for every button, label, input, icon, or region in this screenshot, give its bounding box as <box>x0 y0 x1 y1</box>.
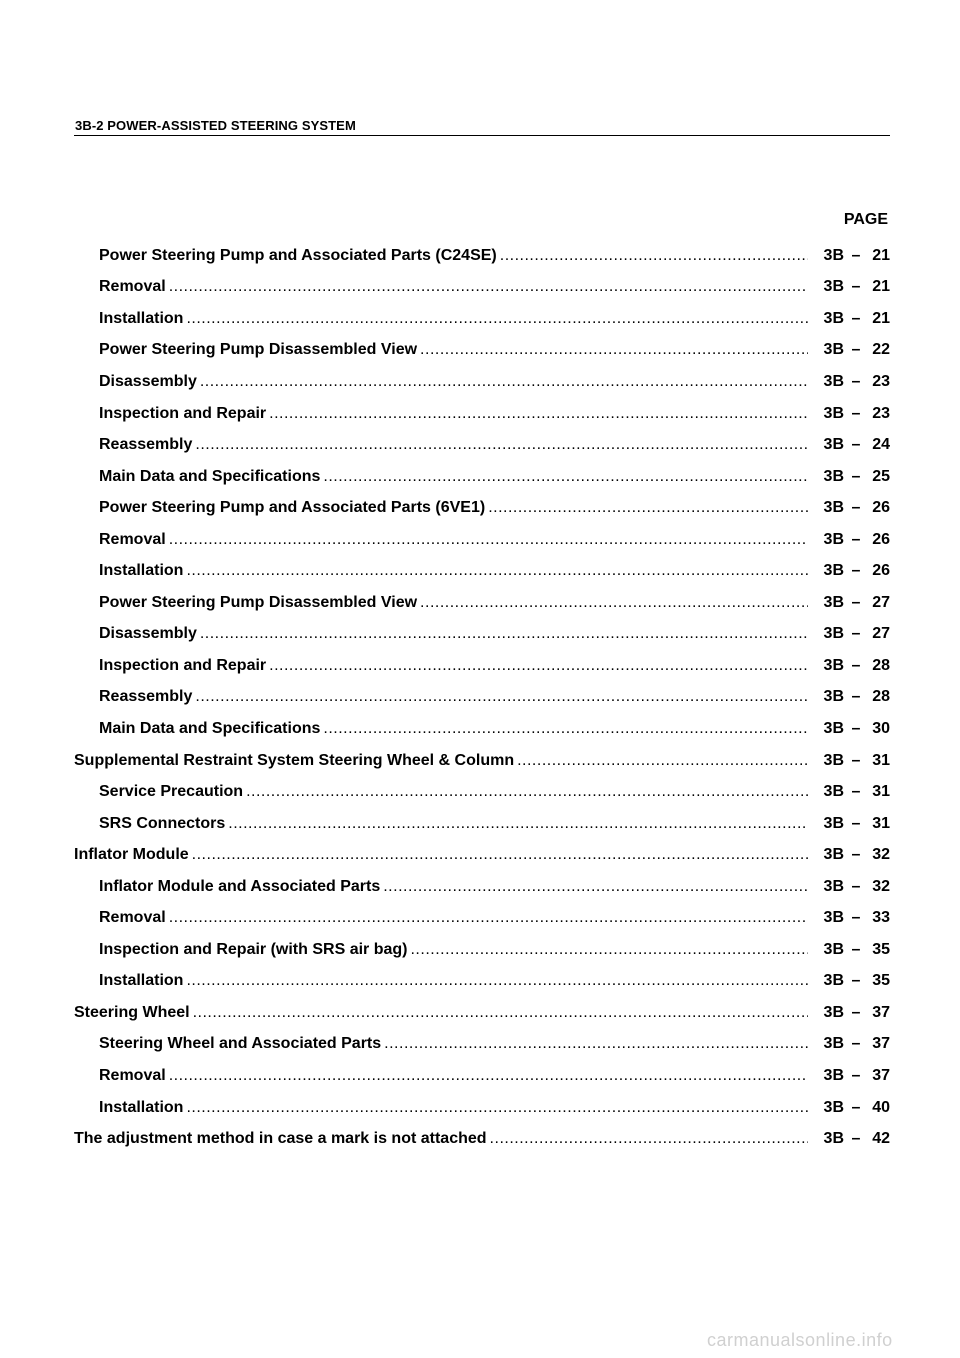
toc-entry-title: Installation <box>99 309 184 327</box>
toc-entry-page-ref <box>808 878 890 896</box>
toc-entry-title: Installation <box>99 562 184 580</box>
toc-entry-title: Service Precaution <box>99 783 244 801</box>
section-prefix: 3B <box>823 1003 844 1021</box>
page-ref-dash: – <box>851 877 861 895</box>
toc-entry-page-ref <box>808 310 890 328</box>
page-ref-dash: – <box>851 909 861 927</box>
section-prefix: 3B <box>823 940 844 958</box>
dot-leader <box>488 499 808 517</box>
toc-entry[interactable] <box>74 1060 890 1092</box>
section-prefix: 3B <box>823 1066 844 1084</box>
toc-entry[interactable] <box>74 682 890 714</box>
page-number: 31 <box>872 814 890 832</box>
page-number: 32 <box>872 877 890 895</box>
toc-entry[interactable] <box>74 303 890 335</box>
page-ref-dash: – <box>851 1035 861 1053</box>
toc-entry-page-ref <box>808 247 890 265</box>
toc-entry-lead <box>74 941 808 959</box>
page-ref-dash: – <box>851 814 861 832</box>
toc-entry-title: Disassembly <box>99 372 197 390</box>
toc-entry-page-ref <box>808 278 890 296</box>
toc-entry[interactable] <box>74 713 890 745</box>
toc-entry-page-ref <box>808 373 890 391</box>
section-prefix: 3B <box>823 909 844 927</box>
toc-entry[interactable] <box>74 808 890 840</box>
dot-leader <box>200 373 808 391</box>
page-ref-dash: – <box>851 562 861 580</box>
toc-entry-lead <box>74 815 808 833</box>
section-prefix: 3B <box>823 783 844 801</box>
toc-entry-lead <box>74 909 808 927</box>
toc-entry[interactable] <box>74 619 890 651</box>
toc-entry-title: Disassembly <box>99 625 197 643</box>
page-ref-dash: – <box>851 404 861 422</box>
toc-entry-page-ref <box>808 752 890 770</box>
toc-entry-page-ref <box>808 1004 890 1022</box>
page-number: 21 <box>872 278 890 296</box>
page-ref-dash: – <box>851 846 861 864</box>
dot-leader <box>169 909 808 927</box>
toc-entry-page-ref <box>808 941 890 959</box>
dot-leader <box>186 562 808 580</box>
toc-entry-lead <box>74 531 808 549</box>
page-number: 22 <box>872 341 890 359</box>
toc-entry-title: Inspection and Repair (with SRS air bag) <box>99 940 408 958</box>
section-prefix: 3B <box>823 1130 844 1148</box>
section-prefix: 3B <box>823 436 844 454</box>
toc-entry[interactable] <box>74 997 890 1029</box>
section-prefix: 3B <box>823 972 844 990</box>
page-number: 26 <box>872 530 890 548</box>
toc-entry-lead <box>74 846 808 864</box>
watermark: carmanualsonline.info <box>707 1330 893 1350</box>
page-number: 35 <box>872 972 890 990</box>
toc-entry-lead <box>74 499 808 517</box>
toc-entry-title: Inflator Module <box>74 846 189 864</box>
toc-entry-page-ref <box>808 846 890 864</box>
toc-entry-lead <box>74 720 808 738</box>
page-number: 21 <box>872 246 890 264</box>
toc-entry-title: SRS Connectors <box>99 814 226 832</box>
toc-entry-title: Power Steering Pump and Associated Parts (6VE1) <box>99 499 486 517</box>
toc-entry-lead <box>74 1004 808 1022</box>
toc-entry-title: Supplemental Restraint System Steering Wheel & Column <box>74 751 515 769</box>
toc-entry-title: Power Steering Pump Disassembled View <box>99 341 418 359</box>
toc-entry[interactable] <box>74 272 890 304</box>
page-ref-dash: – <box>851 593 861 611</box>
page-number: 27 <box>872 593 890 611</box>
page-number: 24 <box>872 436 890 454</box>
page-number: 26 <box>872 562 890 580</box>
section-prefix: 3B <box>823 656 844 674</box>
dot-leader <box>193 1004 808 1022</box>
toc-entry[interactable] <box>74 366 890 398</box>
section-prefix: 3B <box>823 530 844 548</box>
dot-leader <box>195 436 808 454</box>
page-ref-dash: – <box>851 940 861 958</box>
toc-entry-page-ref <box>808 405 890 423</box>
toc-entry-title: Removal <box>99 530 166 548</box>
page-number: 25 <box>872 467 890 485</box>
dot-leader <box>195 688 808 706</box>
dot-leader <box>200 625 808 643</box>
toc-entry-lead <box>74 594 808 612</box>
page-number: 42 <box>872 1130 890 1148</box>
table-of-contents <box>74 240 890 1155</box>
toc-entry-lead <box>74 1130 808 1148</box>
section-prefix: 3B <box>823 372 844 390</box>
toc-entry-lead <box>74 752 808 770</box>
dot-leader <box>169 531 808 549</box>
toc-entry-lead <box>74 405 808 423</box>
toc-entry-title: Removal <box>99 909 166 927</box>
dot-leader <box>246 783 808 801</box>
header-title: 3B-2 POWER-ASSISTED STEERING SYSTEM <box>75 118 356 133</box>
page-ref-dash: – <box>851 972 861 990</box>
page-ref-dash: – <box>851 246 861 264</box>
toc-entry[interactable] <box>74 1092 890 1124</box>
toc-entry[interactable] <box>74 966 890 998</box>
toc-entry-page-ref <box>808 688 890 706</box>
page-ref-dash: – <box>851 436 861 454</box>
toc-entry-page-ref <box>808 594 890 612</box>
toc-entry[interactable] <box>74 524 890 556</box>
toc-entry-title: Power Steering Pump Disassembled View <box>99 593 418 611</box>
toc-entry-title: Steering Wheel and Associated Parts <box>99 1035 382 1053</box>
toc-entry-page-ref <box>808 1130 890 1148</box>
section-prefix: 3B <box>823 1035 844 1053</box>
page-number: 31 <box>872 783 890 801</box>
toc-entry-lead <box>74 783 808 801</box>
toc-entry-page-ref <box>808 436 890 454</box>
section-prefix: 3B <box>823 246 844 264</box>
dot-leader <box>269 405 808 423</box>
toc-entry[interactable] <box>74 461 890 493</box>
dot-leader <box>186 1099 808 1117</box>
dot-leader <box>186 310 808 328</box>
toc-entry[interactable] <box>74 1123 890 1155</box>
toc-entry-page-ref <box>808 815 890 833</box>
toc-entry[interactable] <box>74 776 890 808</box>
toc-entry-lead <box>74 278 808 296</box>
toc-entry-title: Inflator Module and Associated Parts <box>99 877 381 895</box>
toc-entry[interactable] <box>74 650 890 682</box>
toc-entry-lead <box>74 1067 808 1085</box>
toc-entry-title: Removal <box>99 1066 166 1084</box>
toc-entry-page-ref <box>808 972 890 990</box>
dot-leader <box>420 594 808 612</box>
page-number: 23 <box>872 404 890 422</box>
toc-entry-title: Installation <box>99 972 184 990</box>
toc-entry-title: Reassembly <box>99 436 193 454</box>
dot-leader <box>383 878 808 896</box>
section-prefix: 3B <box>823 499 844 517</box>
page-number: 28 <box>872 688 890 706</box>
toc-entry[interactable] <box>74 492 890 524</box>
dot-leader <box>490 1130 808 1148</box>
toc-entry-title: The adjustment method in case a mark is not attached <box>74 1130 487 1148</box>
toc-entry-title: Power Steering Pump and Associated Parts (C24SE) <box>99 246 497 264</box>
toc-entry[interactable] <box>74 934 890 966</box>
section-prefix: 3B <box>823 562 844 580</box>
section-prefix: 3B <box>823 467 844 485</box>
page-number: 26 <box>872 499 890 517</box>
dot-leader <box>517 752 808 770</box>
dot-leader <box>323 468 808 486</box>
toc-entry-lead <box>74 373 808 391</box>
section-prefix: 3B <box>823 278 844 296</box>
toc-entry-title: Removal <box>99 278 166 296</box>
page-ref-dash: – <box>851 499 861 517</box>
page-ref-dash: – <box>851 1098 861 1116</box>
page-number: 28 <box>872 656 890 674</box>
page-number: 40 <box>872 1098 890 1116</box>
dot-leader <box>169 278 808 296</box>
toc-entry-lead <box>74 688 808 706</box>
toc-entry-lead <box>74 1099 808 1117</box>
page-header <box>74 118 890 136</box>
page-number: 37 <box>872 1035 890 1053</box>
page-ref-dash: – <box>851 1066 861 1084</box>
dot-leader <box>384 1035 808 1053</box>
page-ref-dash: – <box>851 530 861 548</box>
page-number: 21 <box>872 309 890 327</box>
toc-entry-lead <box>74 657 808 675</box>
dot-leader <box>269 657 808 675</box>
section-prefix: 3B <box>823 404 844 422</box>
dot-leader <box>192 846 808 864</box>
toc-entry[interactable] <box>74 429 890 461</box>
toc-entry-lead <box>74 247 808 265</box>
page-ref-dash: – <box>851 656 861 674</box>
section-prefix: 3B <box>823 814 844 832</box>
toc-entry[interactable] <box>74 902 890 934</box>
toc-entry-title: Reassembly <box>99 688 193 706</box>
toc-entry-page-ref <box>808 341 890 359</box>
toc-entry-lead <box>74 310 808 328</box>
toc-entry-page-ref <box>808 531 890 549</box>
toc-entry-lead <box>74 468 808 486</box>
toc-entry-page-ref <box>808 720 890 738</box>
section-prefix: 3B <box>823 341 844 359</box>
section-prefix: 3B <box>823 846 844 864</box>
dot-leader <box>500 247 808 265</box>
toc-entry-lead <box>74 436 808 454</box>
toc-entry-page-ref <box>808 562 890 580</box>
page-ref-dash: – <box>851 372 861 390</box>
section-prefix: 3B <box>823 625 844 643</box>
toc-entry-lead <box>74 625 808 643</box>
page-ref-dash: – <box>851 1003 861 1021</box>
toc-entry[interactable] <box>74 1029 890 1061</box>
page-ref-dash: – <box>851 719 861 737</box>
page-number: 33 <box>872 909 890 927</box>
toc-entry-page-ref <box>808 909 890 927</box>
page-number: 31 <box>872 751 890 769</box>
toc-entry-lead <box>74 972 808 990</box>
page-number: 35 <box>872 940 890 958</box>
toc-entry[interactable] <box>74 587 890 619</box>
toc-entry-page-ref <box>808 468 890 486</box>
page-number: 37 <box>872 1003 890 1021</box>
page-ref-dash: – <box>851 341 861 359</box>
page-column-label: PAGE <box>843 211 888 228</box>
page-number: 32 <box>872 846 890 864</box>
page-number: 23 <box>872 372 890 390</box>
toc-entry[interactable] <box>74 398 890 430</box>
toc-entry-page-ref <box>808 499 890 517</box>
page-ref-dash: – <box>851 751 861 769</box>
page-number: 37 <box>872 1066 890 1084</box>
toc-entry-lead <box>74 878 808 896</box>
toc-entry[interactable] <box>74 871 890 903</box>
section-prefix: 3B <box>823 309 844 327</box>
toc-entry-title: Main Data and Specifications <box>99 719 321 737</box>
toc-entry-lead <box>74 1035 808 1053</box>
dot-leader <box>169 1067 808 1085</box>
page-ref-dash: – <box>851 309 861 327</box>
page-ref-dash: – <box>851 1130 861 1148</box>
toc-entry-lead <box>74 341 808 359</box>
page-ref-dash: – <box>851 688 861 706</box>
toc-entry-title: Inspection and Repair <box>99 404 267 422</box>
toc-entry-page-ref <box>808 1067 890 1085</box>
section-prefix: 3B <box>823 751 844 769</box>
dot-leader <box>410 941 808 959</box>
toc-entry-title: Main Data and Specifications <box>99 467 321 485</box>
page-ref-dash: – <box>851 783 861 801</box>
toc-entry-lead <box>74 562 808 580</box>
dot-leader <box>420 341 808 359</box>
page-ref-dash: – <box>851 467 861 485</box>
dot-leader <box>228 815 808 833</box>
section-prefix: 3B <box>823 719 844 737</box>
page-ref-dash: – <box>851 278 861 296</box>
toc-entry-page-ref <box>808 1035 890 1053</box>
toc-entry-page-ref <box>808 1099 890 1117</box>
page-number: 30 <box>872 719 890 737</box>
dot-leader <box>323 720 808 738</box>
toc-entry-title: Steering Wheel <box>74 1003 190 1021</box>
section-prefix: 3B <box>823 1098 844 1116</box>
toc-entry[interactable] <box>74 839 890 871</box>
section-prefix: 3B <box>823 688 844 706</box>
section-prefix: 3B <box>823 593 844 611</box>
toc-entry-page-ref <box>808 657 890 675</box>
toc-entry-title: Inspection and Repair <box>99 656 267 674</box>
dot-leader <box>186 972 808 990</box>
toc-entry-page-ref <box>808 625 890 643</box>
toc-entry-title: Installation <box>99 1098 184 1116</box>
toc-entry[interactable] <box>74 745 890 777</box>
page-ref-dash: – <box>851 625 861 643</box>
toc-entry-page-ref <box>808 783 890 801</box>
toc-entry[interactable] <box>74 555 890 587</box>
toc-entry[interactable] <box>74 240 890 272</box>
page-number: 27 <box>872 625 890 643</box>
section-prefix: 3B <box>823 877 844 895</box>
toc-entry[interactable] <box>74 335 890 367</box>
